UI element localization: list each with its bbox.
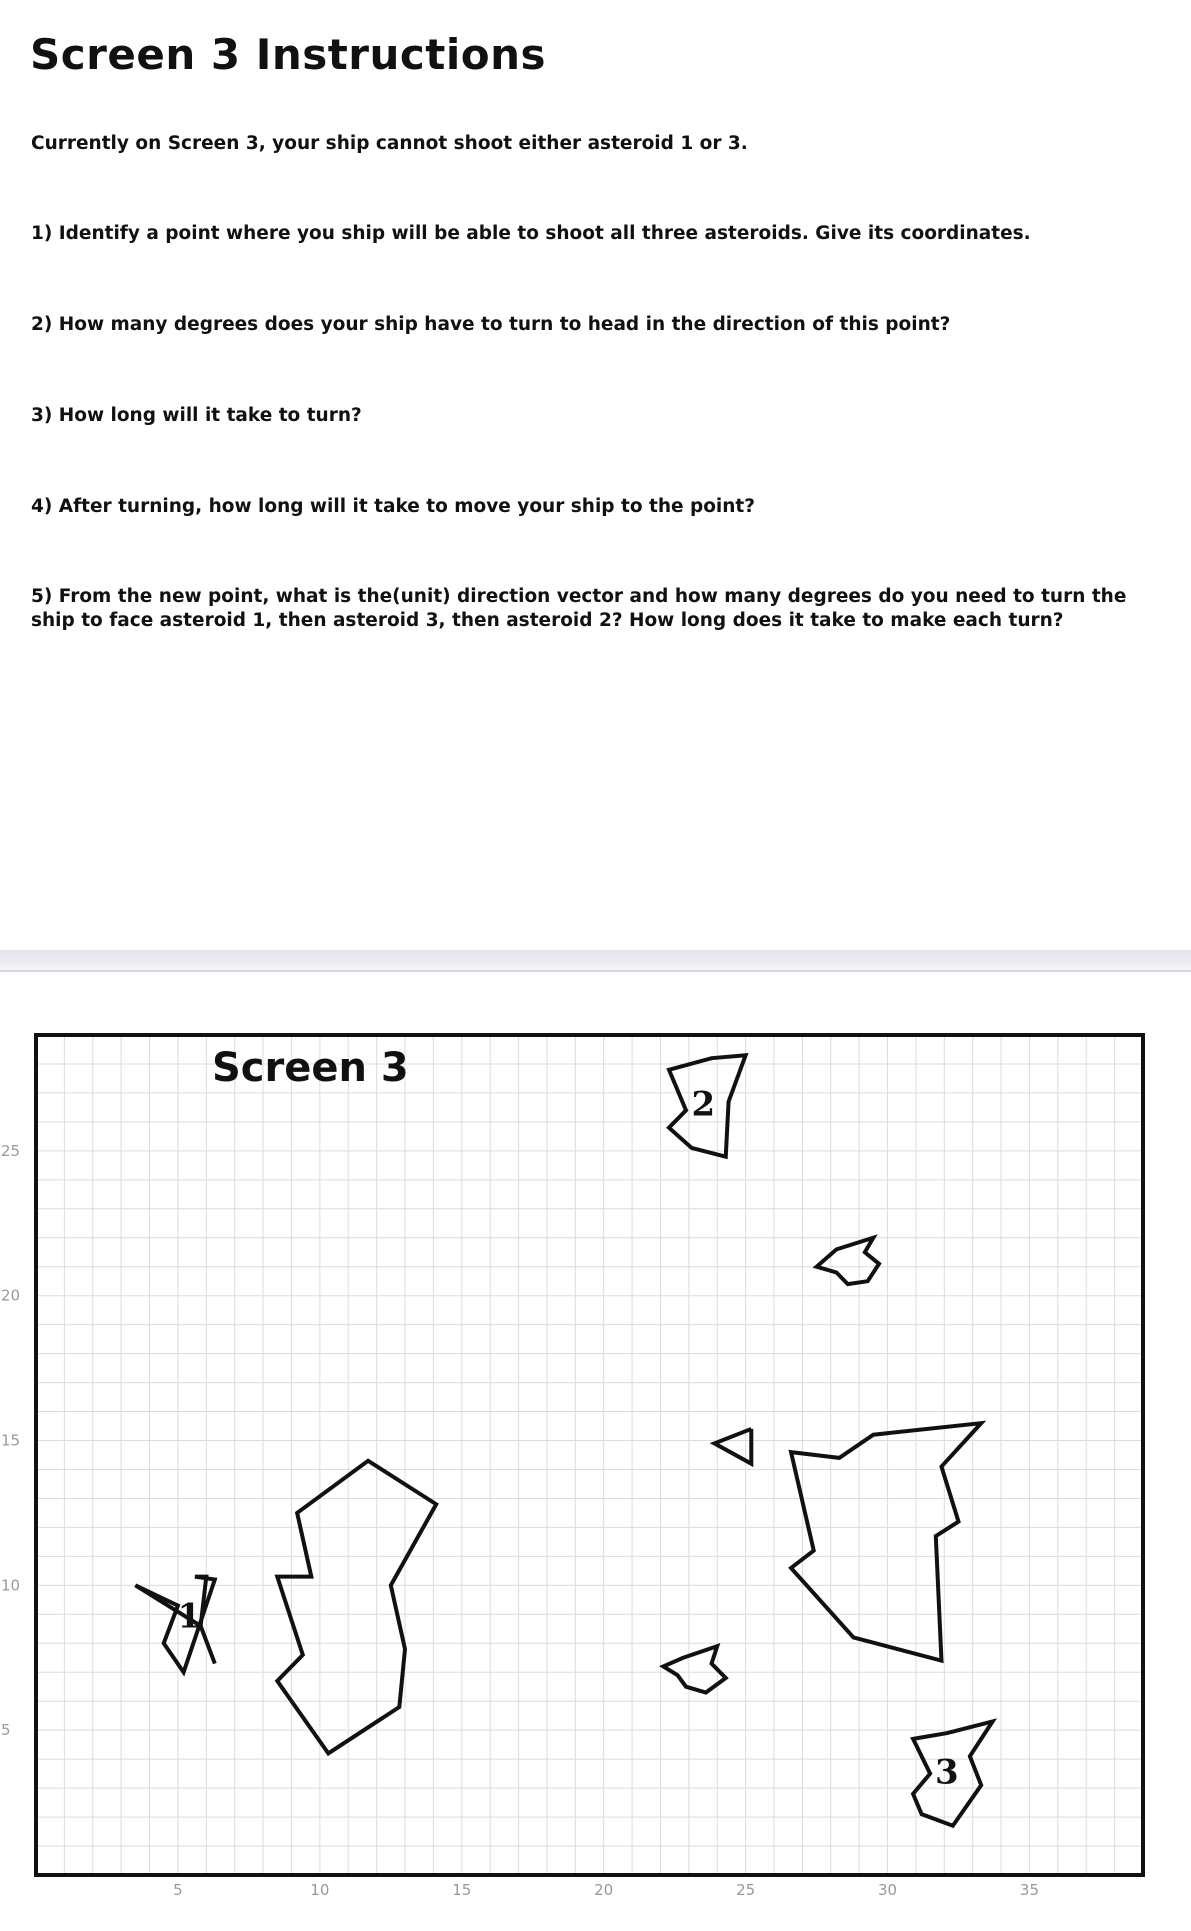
x-tick-label: 20 [594, 1881, 614, 1899]
asteroid-2-label: 2 [691, 1084, 716, 1125]
asteroid-1-label: 1 [177, 1596, 202, 1637]
asteroid-3-label: 3 [934, 1752, 959, 1793]
x-tick-label: 5 [173, 1881, 183, 1899]
screen-title: Screen 3 [212, 1045, 409, 1091]
y-tick-label: 10 [1, 1576, 21, 1595]
axis-ticks [1, 1142, 1039, 1899]
small-rock-upper [817, 1238, 879, 1284]
x-tick-label: 25 [736, 1881, 756, 1899]
question-4: 4) After turning, how long will it take to move your ship to the point? [31, 496, 756, 517]
page-title: Screen 3 Instructions [30, 30, 547, 79]
intro-text: Currently on Screen 3, your ship cannot shoot either asteroid 1 or 3. [31, 133, 748, 154]
question-5: 5) From the new point, what is the(unit) direction vector and how many degrees do you need to turn the ship to face asteroid 1, then asteroid 3, then asteroid 2? How long does it take to make each turn? [31, 586, 1127, 631]
x-tick-label: 10 [310, 1881, 330, 1899]
y-tick-label: 20 [1, 1286, 21, 1305]
x-tick-label: 30 [877, 1881, 898, 1899]
big-rock-left [277, 1461, 436, 1754]
y-tick-label: 25 [1, 1141, 21, 1160]
y-tick-label: 5 [1, 1721, 11, 1740]
screen-3-diagram [0, 1000, 1191, 1931]
big-rock-right [791, 1423, 981, 1661]
question-1: 1) Identify a point where you ship will be able to shoot all three asteroids. Give its coordinates. [31, 223, 1031, 244]
y-tick-label: 15 [1, 1431, 21, 1450]
small-rock-lower [663, 1646, 725, 1692]
x-tick-label: 15 [452, 1881, 472, 1899]
asteroid-1 [135, 1577, 214, 1673]
x-tick-label: 35 [1019, 1881, 1040, 1899]
section-divider [0, 950, 1191, 972]
question-2: 2) How many degrees does your ship have to turn to head in the direction of this point? [31, 314, 951, 335]
question-3: 3) How long will it take to turn? [31, 405, 362, 426]
